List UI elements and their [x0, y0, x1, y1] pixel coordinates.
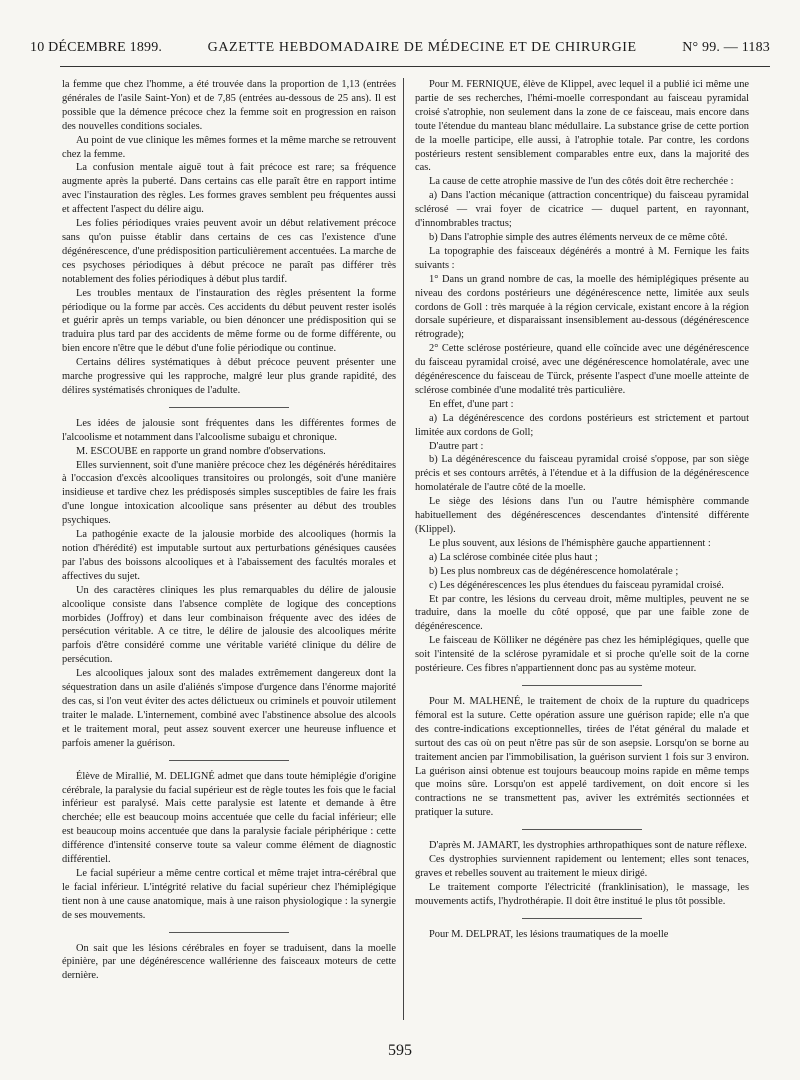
paragraph: 2° Cette sclérose postérieure, quand elle coïncide avec une dégénérescence du faisceau pyramidal croisé, avec une dégénérescence homolatérale, avec une dégénérescence du faisceau de Türck, présente l'aspect d'une moelle atteinte de sclérose combinée d'une modalité très particulière.: [415, 343, 749, 396]
paragraph: Le traitement comporte l'électricité (franklinisation), le massage, les mouvements actifs, l'hydrothérapie. Il doit être institué le plus tôt possible.: [415, 881, 749, 907]
running-header: [30, 40, 770, 62]
paragraph: a) La sclérose combinée citée plus haut ;: [429, 551, 598, 563]
paragraph: b) La dégénérescence du faisceau pyramidal croisé s'oppose, par son siège précis et ses contours arrêtés, à l'étendue et à la diffusion de la dégénérescence homolatérale de l'autre côté de la moelle.: [415, 454, 749, 494]
paragraph: Ces dystrophies surviennent rapidement ou lentement; elles sont tenaces, graves et rebelles souvent au traitement le mieux dirigé.: [415, 854, 749, 879]
paragraph: Les alcooliques jaloux sont des malades extrêmement dangereux dont la séquestration dans un asile d'aliénés s'impose d'urgence dans l'énorme majorité des cas, si l'on veut éviter des actes délictueux ou criminels et pouvoir utilement traiter le malade. L'internement, combiné avec l'abstinence absolue des alcools et le traitement moral, peut assez souvent exercer une heureuse influence et parfois amener la guérison.: [62, 668, 396, 749]
paragraph: b) Dans l'atrophie simple des autres éléments nerveux de ce même côté.: [429, 231, 728, 243]
paragraph: Au point de vue clinique les mêmes formes et la même marche se retrouvent chez la femme.: [62, 134, 396, 160]
paragraph: Le faisceau de Kölliker ne dégénère pas chez les hémiplégiques, quelle que soit l'intensité de la sclérose pyramidale et si proche qu'elle soit de la corne postérieure. Ces fibres n'appartiennent donc pas au système moteur.: [415, 635, 749, 675]
paragraph: La pathogénie exacte de la jalousie morbide des alcooliques (hormis la notion d'hérédité) est imputable surtout aux perturbations génésiques causées par l'abus des boissons alcooliques et à l'abaissement des facultés morales et affectives du sujet.: [62, 529, 396, 582]
journal-title: GAZETTE HEBDOMADAIRE DE MÉDECINE ET DE CHIRURGIE: [207, 40, 637, 55]
paragraph: Les idées de jalousie sont fréquentes dans les différentes formes de l'alcoolisme et notamment dans l'alcoolisme subaigu et chronique.: [62, 417, 396, 443]
page-number: 595: [388, 1042, 412, 1059]
paragraph: Un des caractères cliniques les plus remarquables du délire de jalousie alcoolique consiste dans l'absence complète de logique des conceptions morbides (Joffroy) et dans leur combinaison fréquente avec des idées de persécution véritable. A ce titre, le délire de jalousie des alcooliques mérite parfois d'être considéré comme une véritable variété clinique du délire de persécution.: [62, 584, 396, 666]
paragraph: La cause de cette atrophie massive de l'un des côtés doit être recherchée :: [429, 176, 734, 188]
paragraph: D'autre part :: [429, 440, 484, 452]
section-separator: [169, 760, 289, 761]
paragraph: D'après M. JAMART, les dystrophies arthropathiques sont de nature réflexe.: [429, 840, 747, 852]
paragraph: Les folies périodiques vraies peuvent avoir un début relativement précoce sans qu'on puisse établir dans certains de ces cas l'existence d'une dégénérescence, d'une prédisposition particulièrement accentuées. La marche de ces psychoses périodiques à début précoce ne paraît pas différer très notablement des folies périodiques à début plus tardif.: [62, 218, 396, 285]
paragraph: Certains délires systématiques à début précoce peuvent présenter une marche progressive qui les rapproche, malgré leur plus grande rapidité, des délires systématisés chroniques de l'adulte.: [62, 357, 396, 396]
section-separator: [169, 407, 289, 408]
paragraph: c) Les dégénérescences les plus étendues du faisceau pyramidal croisé.: [429, 579, 724, 591]
issue-number: N° 99. — 1183: [682, 40, 770, 55]
paragraph: a) La dégénérescence des cordons postérieurs est strictement et partout limitée aux cordons de Goll;: [415, 412, 749, 438]
section-separator: [522, 685, 642, 686]
paragraph: la femme que chez l'homme, a été trouvée dans la proportion de 1,13 (entrées générales de l'asile Saint-Yon) et de 7,85 (entrées au-dessous de 25 ans). Il est possible que la démence précoce chez la femme soit en progression en raison des nouvelles conditions sociales.: [62, 79, 396, 132]
paragraph: La confusion mentale aiguë tout à fait précoce est rare; sa fréquence augmente après la puberté. Dans certains cas elle paraît être en rapport intime avec l'instauration des règles. Les formes graves semblent peu fréquentes aussi et affectent l'aspect du délire aigu.: [62, 162, 396, 216]
paragraph: Pour M. DELPRAT, les lésions traumatiques de la moelle: [429, 928, 669, 940]
paragraph: Pour M. FERNIQUE, élève de Klippel, avec lequel il a publié ici même une partie de ses recherches, l'hémi-moelle correspondant au faisceau pyramidal croisé s'atrophie, non seulement dans la zone de ce faisceau, mais encore dans toute l'étendue du manteau blanc médullaire. La substance grise de cette portion de la moelle participe, elle aussi, à l'atrophie totale. Par contre, les cordons postérieurs restent sensiblement comparables entre eux, dans la majorité des cas.: [415, 79, 749, 174]
header-date: 10 DÉCEMBRE 1899.: [30, 40, 163, 55]
paragraph: Élève de Mirallié, M. DELIGNÉ admet que dans toute hémiplégie d'origine cérébrale, la paralysie du facial supérieur est de règle toutes les fois que le facial inférieur est paralysé. Mais cette paralysie est latente et demande à être cherchée; elle est beaucoup moins accentuée que celle du facial inférieur; elle est beaucoup moins accentuée que dans la paralysie faciale périphérique : cette différence d'intensité conserve toute sa valeur comme élément de diagnostic différentiel.: [62, 770, 396, 866]
paragraph: Et par contre, les lésions du cerveau droit, même multiples, peuvent ne se traduire, dans la moelle du côté opposé, que par une faible zone de dégénérescence.: [415, 593, 749, 633]
section-separator: [522, 918, 642, 919]
paragraph: Pour M. MALHENÉ, le traitement de choix de la rupture du quadriceps fémoral est la suture. Cette opération assure une guérison rapide; elle n'a que des contre-indications exceptionnelles, tirées de l'état général du malade et surtout des cas où on peut n'être pas sûr de son asepsie. Lorsqu'on se borne au traitement ancien par l'immobilisation, la guérison survient 1 fois sur 3 environ. La guérison ainsi obtenue est toujours beaucoup moins rapide en même temps que moins sûre. Lorsqu'on est appelé tardivement, on doit encore si les contractions ne se transmettent pas, aviver les extrémités sectionnées et pratiquer la suture.: [415, 695, 749, 819]
paragraph: a) Dans l'action mécanique (attraction concentrique) du faisceau pyramidal sclérosé — vrai foyer de cicatrice — duquel partent, en rayonnant, d'innombrables tractus;: [415, 190, 749, 230]
column-divider: [403, 78, 404, 1020]
section-separator: [169, 932, 289, 933]
paragraph: Le plus souvent, aux lésions de l'hémisphère gauche appartiennent :: [429, 537, 711, 549]
paragraph: M. ESCOUBE en rapporte un grand nombre d'observations.: [76, 445, 326, 457]
right-column: [415, 78, 749, 942]
paragraph: 1° Dans un grand nombre de cas, la moelle des hémiplégiques présente au niveau des cordons postérieurs une dégénérescence nette, limitée aux seuls cordons de Goll : très marquée à la région cervicale, existant encore à la région dorsale supérieure, et disparaissant insensiblement au-dessous (dégénérescence rétrograde);: [415, 273, 749, 341]
paragraph: On sait que les lésions cérébrales en foyer se traduisent, dans la moelle épinière, par une dégénérescence wallérienne des faisceaux moteurs de cette dernière.: [62, 942, 396, 982]
paragraph: Les troubles mentaux de l'instauration des règles présentent la forme périodique ou la forme par accès. Ces accidents du début peuvent rester isolés et guérir après un temps variable, ou bien dénoncer une prédisposition qui se traduira plus tard par des accidents de même forme ou de forme différente, ou bien encore n'être que le début d'une folie périodique ou continue.: [62, 287, 396, 355]
paragraph: Le siège des lésions dans l'un ou l'autre hémisphère commande habituellement des dégénérescences descendantes d'intensité différente (Klippel).: [415, 496, 749, 535]
paragraph: Le facial supérieur a même centre cortical et même trajet intra-cérébral que le facial inférieur. L'intégrité relative du facial supérieur chez l'hémiplégique tient non à une cause anatomique, mais à une raison physiologique : la synergie de ses mouvements.: [62, 867, 396, 921]
left-column: [62, 78, 396, 983]
section-separator: [522, 829, 642, 830]
header-rule: [60, 66, 770, 67]
paragraph: b) Les plus nombreux cas de dégénérescence homolatérale ;: [429, 565, 679, 577]
paragraph: La topographie des faisceaux dégénérés a montré à M. Fernique les faits suivants :: [415, 245, 749, 271]
paragraph: En effet, d'une part :: [429, 398, 514, 410]
paragraph: Elles surviennent, soit d'une manière précoce chez les dégénérés héréditaires à l'occasion d'excès alcooliques transitoires ou prolongés, soit d'une manière insidieuse et tardive chez les prédisposés simples susceptibles de faire les frais d'une longue intoxication alcoolique sans présenter au début des troubles psychiques.: [62, 459, 396, 527]
